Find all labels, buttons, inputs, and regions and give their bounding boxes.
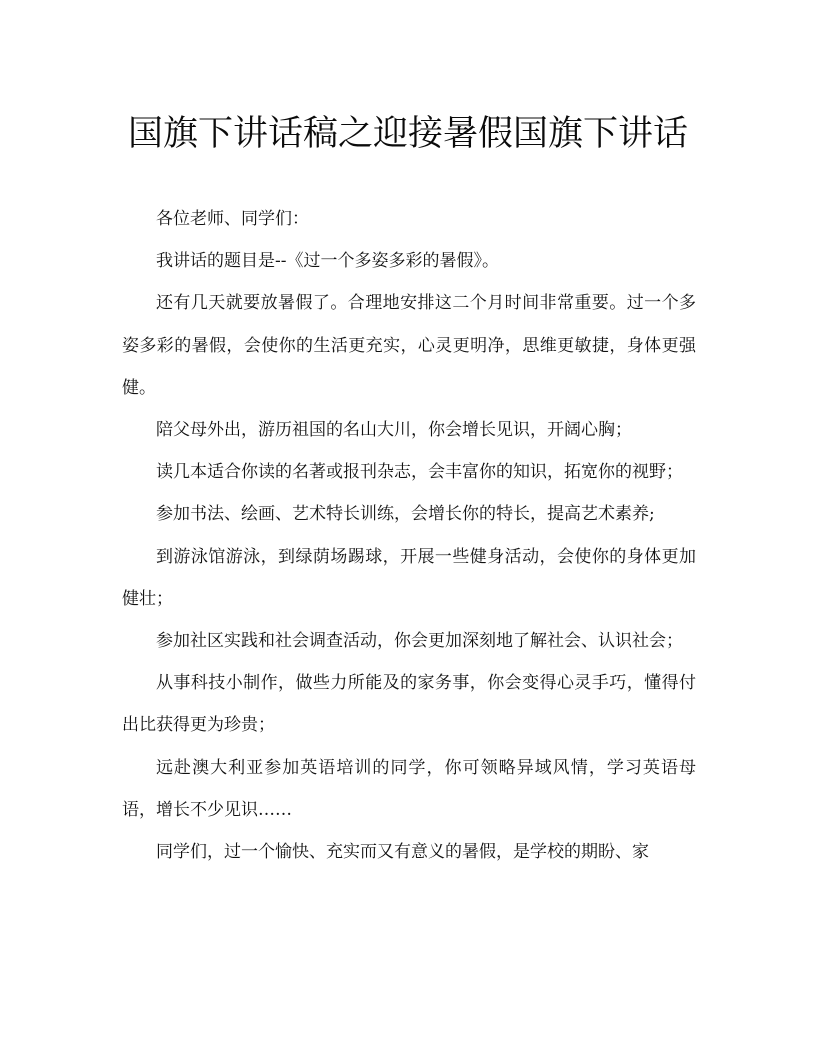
paragraph-conclusion: 同学们，过一个愉快、充实而又有意义的暑假，是学校的期盼、家 [156,842,649,863]
paragraph-reading: 读几本适合你读的名著或报刊杂志，会丰富你的知识，拓宽你的视野； [156,462,683,483]
paragraph-science: 从事科技小制作，做些力所能及的家务事，你会变得心灵手巧，懂得付出比获得更为珍贵； [122,673,696,736]
paragraph-community: 参加社区实践和社会调查活动，你会更加深刻地了解社会、认识社会； [156,631,683,652]
paragraph-fitness: 到游泳馆游泳，到绿荫场踢球，开展一些健身活动，会使你的身体更加健壮； [122,546,696,609]
paragraph-travel: 陪父母外出，游历祖国的名山大川，你会增长见识，开阔心胸； [156,420,632,441]
paragraph-intro: 还有几天就要放暑假了。合理地安排这二个月时间非常重要。过一个多姿多彩的暑假，会使你的生活更充实，心灵更明净，思维更敏捷，身体更强健。 [122,293,696,398]
document-body [122,198,696,873]
paragraph-greeting: 各位老师、同学们： [156,209,309,229]
paragraph-topic: 我讲话的题目是--《过一个多姿多彩的暑假》。 [156,251,499,272]
document-title: 国旗下讲话稿之迎接暑假国旗下讲话 [127,114,688,154]
paragraph-arts: 参加书法、绘画、艺术特长训练，会增长你的特长，提高艺术素养; [156,504,655,525]
paragraph-english: 远赴澳大利亚参加英语培训的同学，你可领略异域风情，学习英语母语，增长不少见识…… [122,757,696,820]
